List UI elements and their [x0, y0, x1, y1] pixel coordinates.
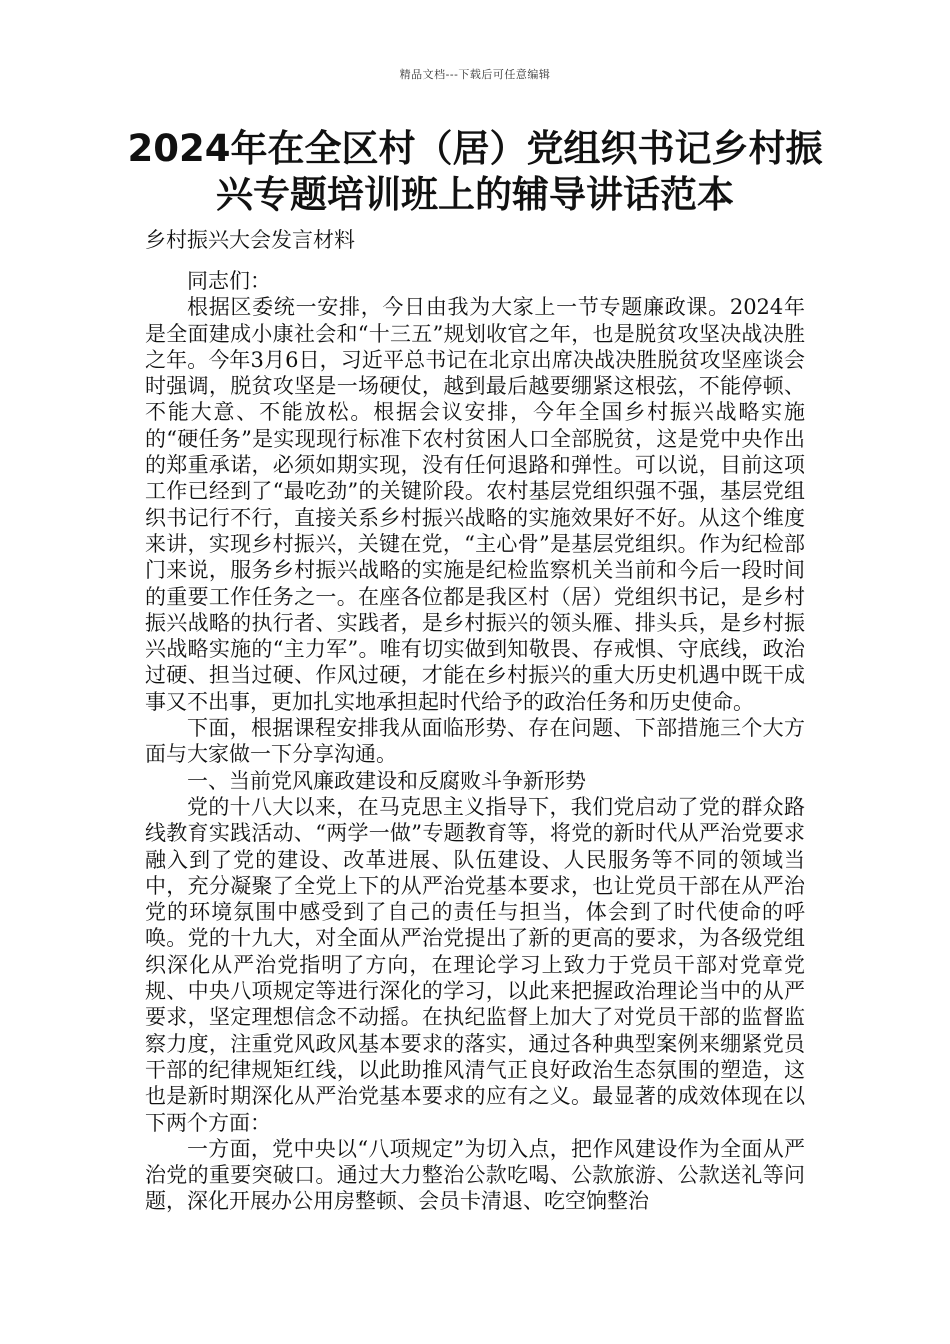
document-body [145, 268, 805, 1215]
document-title: 2024年在全区村（居）党组织书记乡村振兴专题培训班上的辅导讲话范本 [127, 127, 823, 216]
document-subtitle: 乡村振兴大会发言材料 [145, 228, 355, 252]
body-paragraph: 根据区委统一安排，今日由我为大家上一节专题廉政课。2024年是全面建成小康社会和“十三五”规划收官之年，也是脱贫攻坚决战决胜之年。今年3月6日，习近平总书记在北京出席决战决胜脱贫攻坚座谈会时强调，脱贫攻坚是一场硬仗，越到最后越要绷紧这根弦，不能停顿、不能大意、不能放松。根据会议安排，今年全国乡村振兴战略实施的“硬任务”是实现现行标准下农村贫困人口全部脱贫，这是党中央作出的郑重承诺，必须如期实现，没有任何退路和弹性。可以说，目前这项工作已经到了“最吃劲”的关键阶段。农村基层党组织强不强，基层党组织书记行不行，直接关系乡村振兴战略的实施效果好不好。从这个维度来讲，实现乡村振兴，关键在党，“主心骨”是基层党组织。作为纪检部门来说，服务乡村振兴战略的实施是纪检监察机关当前和今后一段时间的重要工作任务之一。在座各位都是我区村（居）党组织书记，是乡村振兴战略的执行者、实践者，是乡村振兴的领头雁、排头兵，是乡村振兴战略实施的“主力军”。唯有切实做到知敬畏、存戒惧、守底线，政治过硬、担当过硬、作风过硬，才能在乡村振兴的重大历史机遇中既干成事又不出事，更加扎实地承担起时代给予的政治任务和历史使命。 [145, 295, 805, 714]
salutation: 同志们： [187, 269, 271, 293]
section-heading: 一、当前党风廉政建设和反腐败斗争新形势 [187, 768, 586, 793]
header-note: 精品文档---下载后可任意编辑 [399, 68, 551, 81]
body-paragraph: 下面，根据课程安排我从面临形势、存在问题、下部措施三个大方面与大家做一下分享沟通。 [145, 716, 805, 767]
body-paragraph: 一方面，党中央以“八项规定”为切入点，把作风建设作为全面从严治党的重要突破口。通过大力整治公款吃喝、公款旅游、公款送礼等问题，深化开展办公用房整顿、会员卡清退、吃空饷整治 [145, 1136, 805, 1214]
body-paragraph: 党的十八大以来，在马克思主义指导下，我们党启动了党的群众路线教育实践活动、“两学一做”专题教育等，将党的新时代从严治党要求融入到了党的建设、改革进展、队伍建设、人民服务等不同的领域当中，充分凝聚了全党上下的从严治党基本要求，也让党员干部在从严治党的环境氛围中感受到了自己的责任与担当，体会到了时代使命的呼唤。党的十九大，对全面从严治党提出了新的更高的要求，为各级党组织深化从严治党指明了方向，在理论学习上致力于党员干部对党章党规、中央八项规定等进行深化的学习，以此来把握政治理论当中的从严要求，坚定理想信念不动摇。在执纪监督上加大了对党员干部的监督监察力度，注重党风政风基本要求的落实，通过各种典型案例来绷紧党员干部的纪律规矩红线，以此助推风清气正良好政治生态氛围的塑造，这也是新时期深化从严治党基本要求的应有之义。最显著的成效体现在以下两个方面： [145, 794, 805, 1135]
